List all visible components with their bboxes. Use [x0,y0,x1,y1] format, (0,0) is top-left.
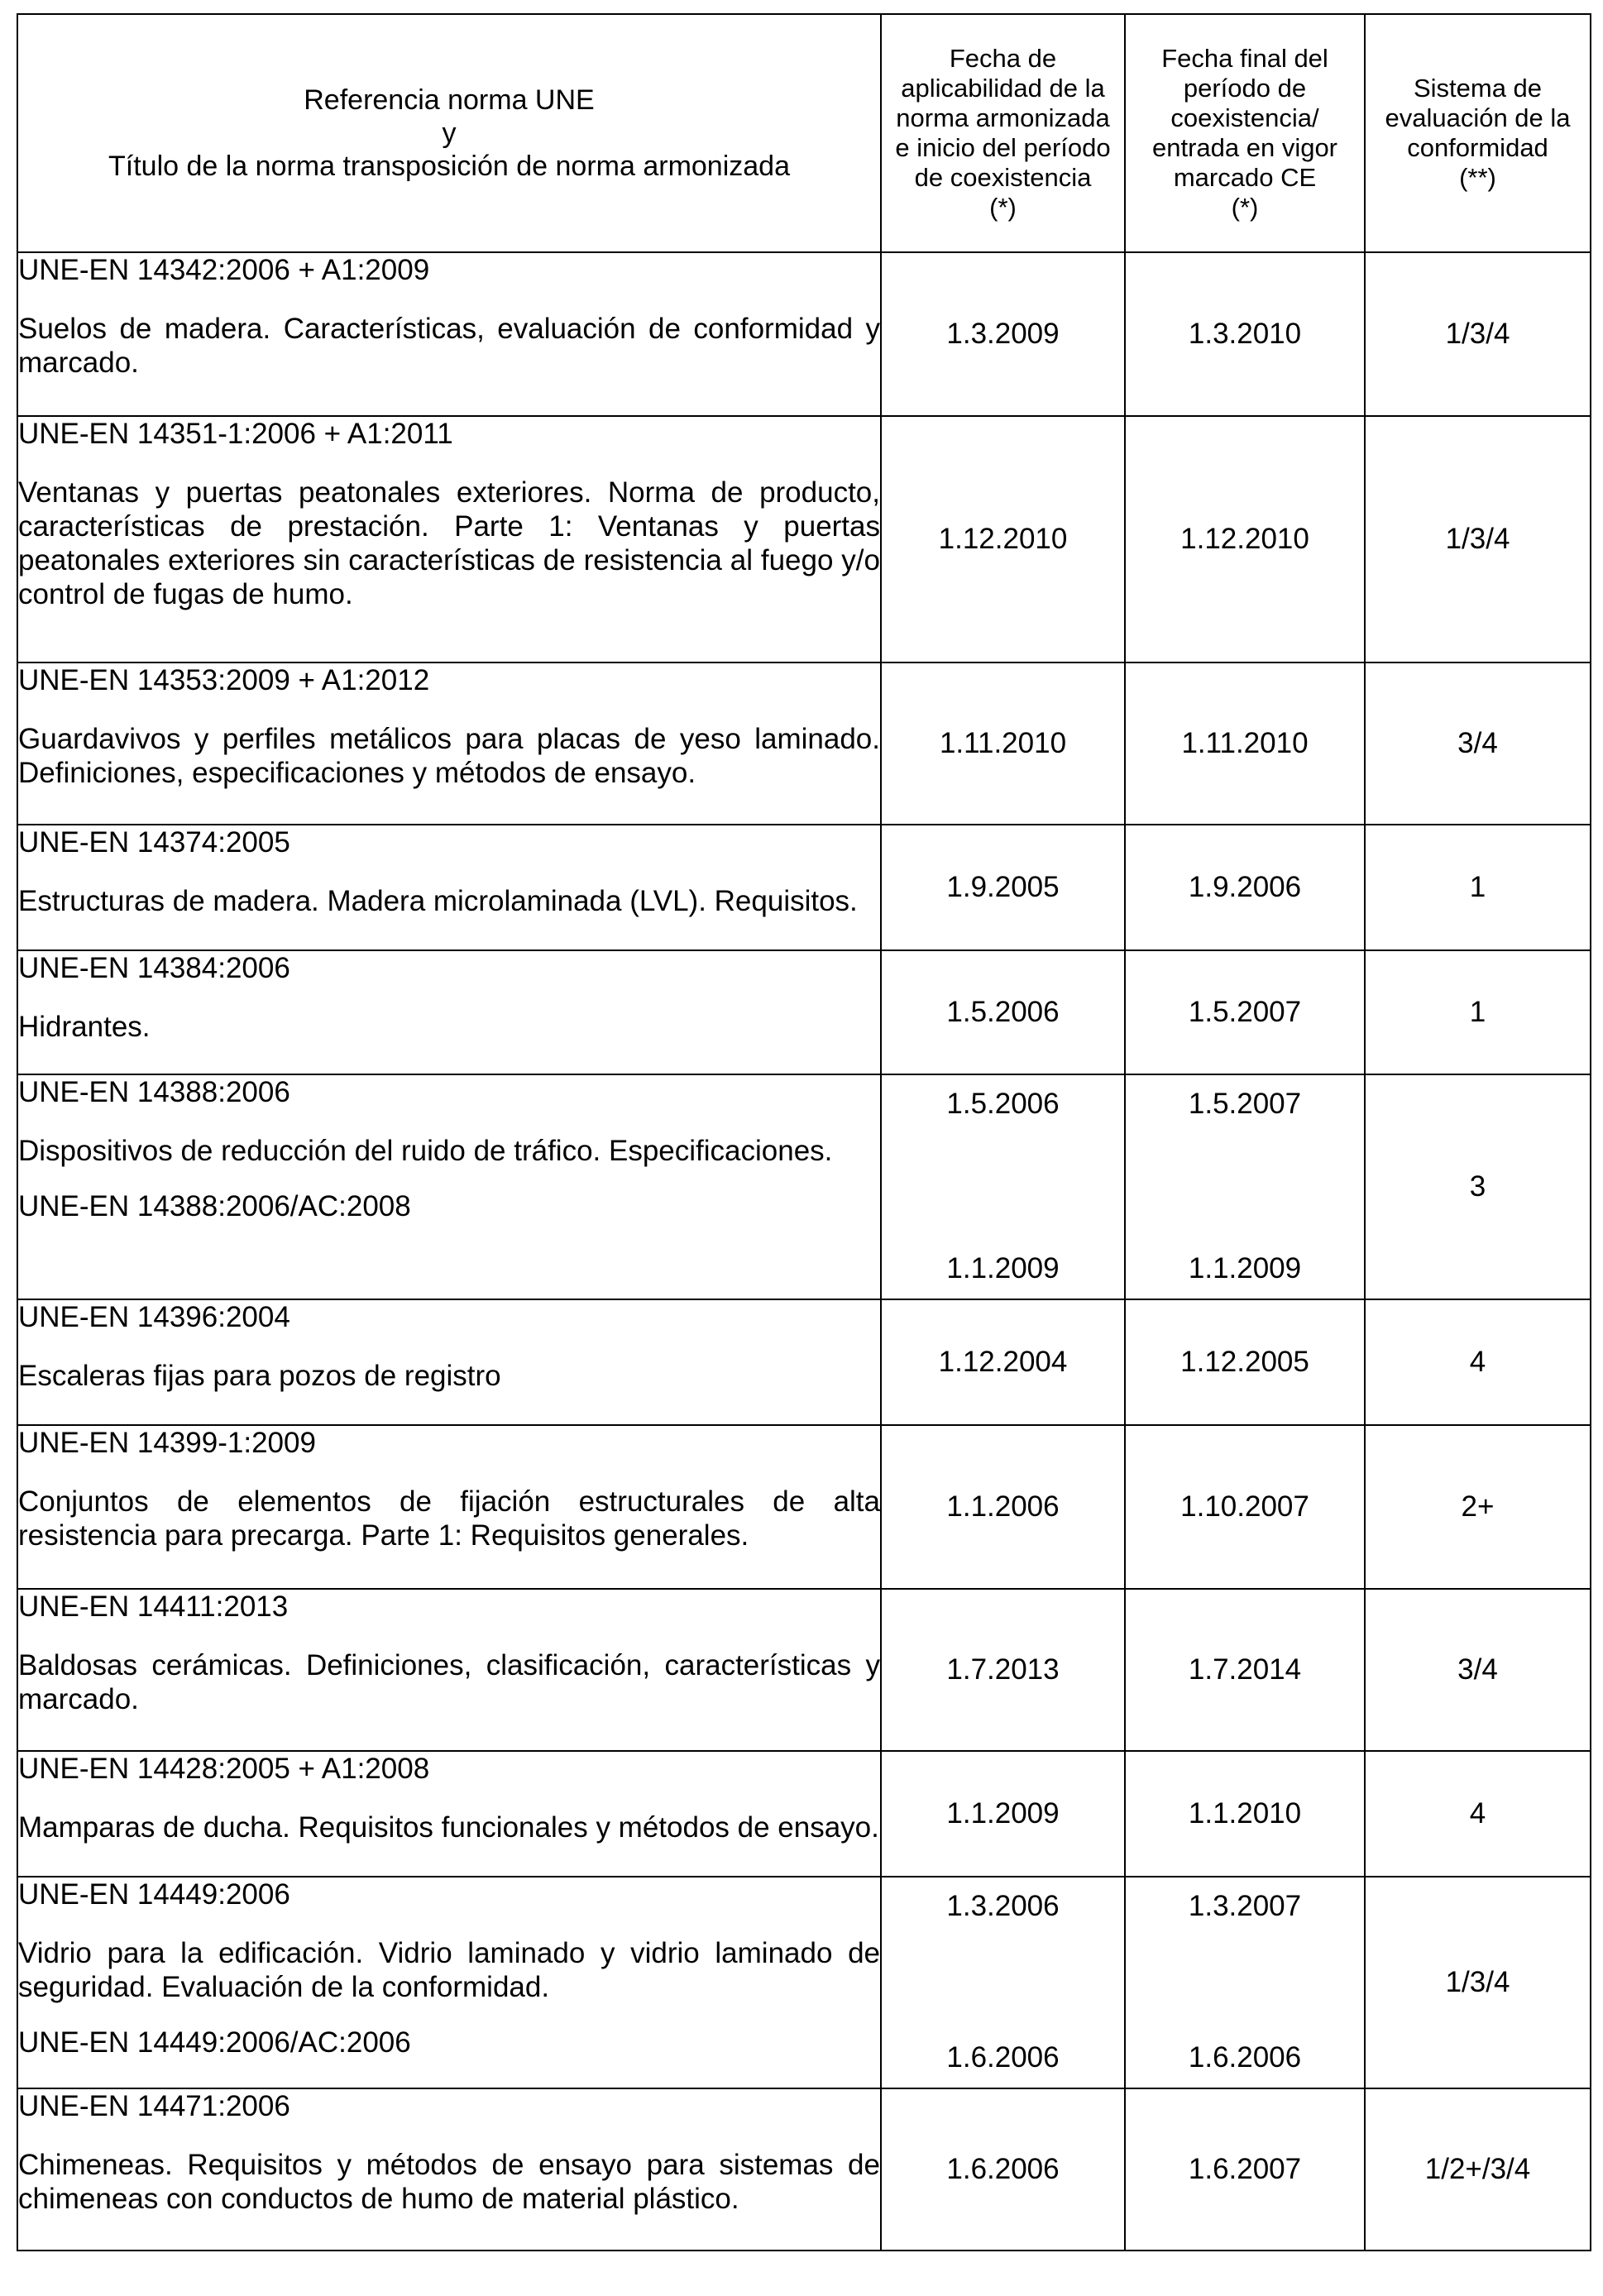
end-date: 1.12.2005 [1125,1299,1365,1425]
reference-cell [17,416,881,662]
applicability-date [881,1074,1125,1299]
table-row [17,825,1591,950]
end-date: 1.5.2007 [1125,950,1365,1074]
applicability-date: 1.12.2010 [881,416,1125,662]
standard-title: Mamparas de ducha. Requisitos funcionales y métodos de ensayo. [18,1811,879,1844]
end-date: 1.1.2010 [1125,1751,1365,1877]
table-row [17,1074,1591,1299]
applicability-date: 1.3.2009 [881,252,1125,416]
standard-code: UNE-EN 14396:2004 [18,1301,290,1333]
table-row [17,1299,1591,1425]
end-date: 1.6.2007 [1125,2088,1365,2251]
reference-cell [17,825,881,950]
header-line: Fecha final del [1161,44,1328,73]
standard-title: Suelos de madera. Características, evaluación de conformidad y marcado. [18,313,880,379]
table-header [17,14,1591,252]
reference-cell [17,252,881,416]
header-line: coexistencia/ [1170,103,1319,132]
standard-title: Baldosas cerámicas. Definiciones, clasificación, características y marcado. [18,1649,880,1715]
applicability-date [881,1877,1125,2088]
applicability-date: 1.1.2006 [881,1425,1125,1589]
end-date: 1.9.2006 [1125,825,1365,950]
conformity-system: 1/3/4 [1365,416,1591,662]
conformity-system: 3/4 [1365,662,1591,825]
header-line: Sistema de [1413,74,1543,103]
standard-title: Dispositivos de reducción del ruido de tráfico. Especificaciones. [18,1135,833,1167]
standard-code: UNE-EN 14353:2009 + A1:2012 [18,664,430,696]
standard-title: Conjuntos de elementos de fijación estructurales de alta resistencia para precarga. Parte 1: Requisitos generales. [18,1485,880,1552]
conformity-system: 2+ [1365,1425,1591,1589]
header-line: (*) [1231,193,1259,222]
conformity-system: 4 [1365,1751,1591,1877]
reference-cell [17,950,881,1074]
standard-code: UNE-EN 14449:2006 [18,1878,290,1911]
conformity-system: 3 [1365,1074,1591,1299]
standard-code: UNE-EN 14399-1:2009 [18,1427,316,1459]
header-line: conformidad [1407,133,1548,162]
applicability-date: 1.6.2006 [881,2088,1125,2251]
reference-cell [17,662,881,825]
header-line: período de [1183,74,1307,103]
reference-cell [17,1751,881,1877]
conformity-system: 1/3/4 [1365,252,1591,416]
conformity-system: 1 [1365,825,1591,950]
header-line: norma armonizada [896,103,1110,132]
table-row [17,1425,1591,1589]
conformity-system: 3/4 [1365,1589,1591,1751]
applicability-date-amendment: 1.1.2009 [946,1252,1060,1284]
table-row [17,1751,1591,1877]
reference-cell [17,1299,881,1425]
table-row [17,2088,1591,2251]
end-date [1125,1877,1365,2088]
header-line: evaluación de la [1385,103,1571,132]
header-applicability [881,14,1125,252]
header-ref-line: Referencia norma UNE [304,84,595,116]
end-date-main: 1.3.2007 [1188,1890,1302,1922]
standard-code: UNE-EN 14342:2006 + A1:2009 [18,254,430,286]
standard-code: UNE-EN 14471:2006 [18,2090,290,2122]
end-date: 1.12.2010 [1125,416,1365,662]
amendment-code: UNE-EN 14449:2006/AC:2006 [18,2026,411,2059]
standard-title: Guardavivos y perfiles metálicos para placas de yeso laminado. Definiciones, especificaciones y métodos de ensayo. [18,723,880,789]
applicability-date: 1.12.2004 [881,1299,1125,1425]
standard-code: UNE-EN 14374:2005 [18,826,290,859]
table-row [17,662,1591,825]
applicability-date: 1.7.2013 [881,1589,1125,1751]
amendment-code: UNE-EN 14388:2006/AC:2008 [18,1190,411,1222]
standard-code: UNE-EN 14384:2006 [18,952,290,984]
header-ref-line: y [442,117,457,149]
reference-cell [17,1425,881,1589]
header-line: de coexistencia [914,163,1092,192]
header-end-date [1125,14,1365,252]
header-system [1365,14,1591,252]
header-line: aplicabilidad de la [901,74,1105,103]
reference-cell [17,1074,881,1299]
end-date: 1.7.2014 [1125,1589,1365,1751]
conformity-system: 1/3/4 [1365,1877,1591,2088]
header-line: Fecha de [949,44,1057,73]
header-line: marcado CE [1173,163,1317,192]
standard-title: Escaleras fijas para pozos de registro [18,1360,501,1392]
header-line: entrada en vigor [1151,133,1338,162]
table-row [17,1877,1591,2088]
standard-title: Ventanas y puertas peatonales exteriores. Norma de producto, características de prestación. Parte 1: Ventanas y puertas peatonales exteriores sin características de resistencia al fuego y/o control de fugas de humo. [18,476,880,610]
reference-cell [17,1589,881,1751]
header-line: e inicio del período [895,133,1111,162]
applicability-date: 1.9.2005 [881,825,1125,950]
standard-code: UNE-EN 14351-1:2006 + A1:2011 [18,418,453,450]
header-reference [17,14,881,252]
end-date: 1.11.2010 [1125,662,1365,825]
end-date [1125,1074,1365,1299]
standard-title: Estructuras de madera. Madera microlaminada (LVL). Requisitos. [18,885,858,917]
end-date-main: 1.5.2007 [1188,1088,1302,1120]
table-body [17,252,1591,2251]
standard-code: UNE-EN 14428:2005 + A1:2008 [18,1753,430,1785]
applicability-date-main: 1.3.2006 [946,1890,1060,1922]
standard-title: Chimeneas. Requisitos y métodos de ensayo para sistemas de chimeneas con conductos de humo de material plástico. [18,2149,880,2215]
table-row [17,252,1591,416]
end-date: 1.3.2010 [1125,252,1365,416]
applicability-date: 1.5.2006 [881,950,1125,1074]
table-row [17,416,1591,662]
applicability-date: 1.11.2010 [881,662,1125,825]
standards-table [17,13,1591,2251]
applicability-date: 1.1.2009 [881,1751,1125,1877]
standard-code: UNE-EN 14388:2006 [18,1076,290,1108]
table-row [17,1589,1591,1751]
end-date-amendment: 1.1.2009 [1188,1252,1302,1284]
applicability-date-amendment: 1.6.2006 [946,2041,1060,2074]
reference-cell [17,2088,881,2251]
end-date-amendment: 1.6.2006 [1188,2041,1302,2074]
conformity-system: 4 [1365,1299,1591,1425]
header-ref-line: Título de la norma transposición de norma armonizada [108,151,790,182]
reference-cell [17,1877,881,2088]
header-line: (*) [989,193,1017,222]
standard-title: Hidrantes. [18,1011,151,1043]
header-line: (**) [1459,163,1496,192]
standard-title: Vidrio para la edificación. Vidrio laminado y vidrio laminado de seguridad. Evaluación de la conformidad. [18,1937,880,2003]
applicability-date-main: 1.5.2006 [946,1088,1060,1120]
standard-code: UNE-EN 14411:2013 [18,1590,289,1623]
conformity-system: 1/2+/3/4 [1365,2088,1591,2251]
conformity-system: 1 [1365,950,1591,1074]
end-date: 1.10.2007 [1125,1425,1365,1589]
table-row [17,950,1591,1074]
